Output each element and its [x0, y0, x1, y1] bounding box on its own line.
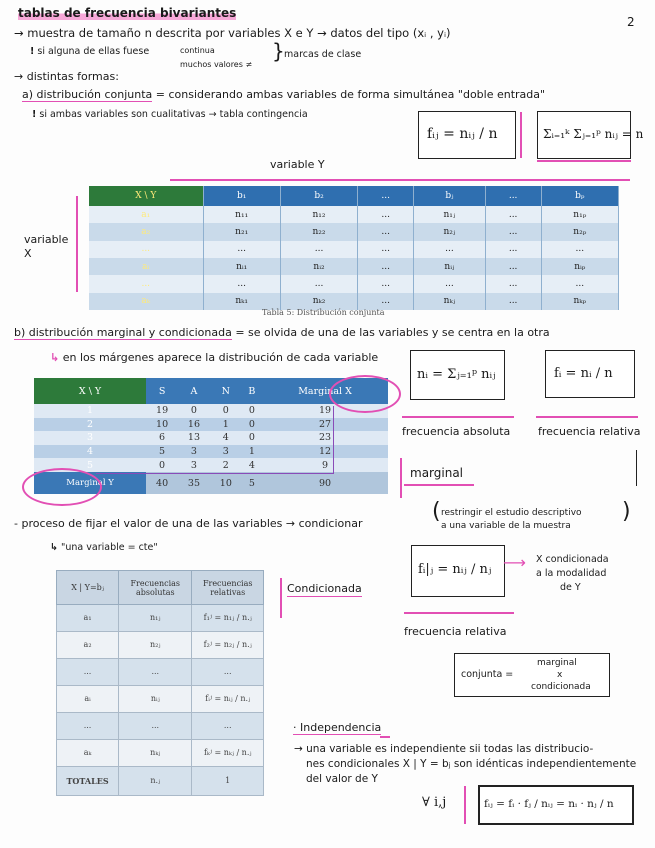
marginal-x-circle [329, 375, 401, 413]
table-cell: ... [358, 223, 414, 240]
table-header: Marginal X [262, 378, 388, 404]
formula-fij-box [418, 111, 516, 159]
independence-formula-box [478, 785, 634, 825]
table-cell: n₂ₚ [541, 223, 618, 240]
cond-freq-rel-label: frecuencia relativa [404, 625, 507, 638]
table-cell: ... [541, 275, 618, 292]
table-row [57, 685, 264, 712]
table-cell: TOTALES [57, 766, 119, 795]
table-cell: 40 [146, 472, 178, 494]
restrict-line-1: restringir el estudio descriptivo [441, 508, 582, 518]
table-cell: 5 [146, 445, 178, 459]
formula-ni: nᵢ = Σⱼ₌₁ᵖ nᵢⱼ [417, 367, 496, 382]
formula-sum: Σᵢ₌₁ᵏ Σⱼ₌₁ᵖ nᵢⱼ = n [543, 127, 644, 141]
table-cell: aₖ [89, 293, 203, 310]
table-cell: 12 [262, 445, 388, 459]
table-row [57, 605, 264, 632]
conj-top: marginal [537, 658, 577, 668]
formula-fij-cond: fᵢ|ⱼ = nᵢⱼ / nⱼ [418, 562, 492, 577]
independence-line-3: del valor de Y [306, 773, 378, 785]
section-a-note-text: si ambas variables son cualitativas → tabla contingencia [39, 109, 308, 120]
table-row [89, 241, 619, 258]
intro-forms: → distintas formas: [14, 70, 119, 83]
table-header: X \ Y [34, 378, 146, 404]
independence-formula: fᵢⱼ = fᵢ · fⱼ / nᵢⱼ = nᵢ · nⱼ / n [484, 798, 614, 810]
table-cell: ... [203, 241, 280, 258]
note-option-2: muchos valores ≠ [180, 60, 253, 69]
variable-y-label: variable Y [270, 158, 325, 171]
table-cell: 19 [146, 404, 178, 418]
table-header: A [178, 378, 210, 404]
table-cell: 2 [34, 418, 146, 432]
independence-line-2: nes condicionales X | Y = bⱼ son idénticas independientemente [306, 758, 637, 770]
table-cell: 3 [178, 445, 210, 459]
table-cell: n₁ⱼ [119, 605, 192, 632]
conj-left: conjunta = [461, 669, 514, 680]
table-cell: f₂ʲ = n₂ⱼ / n.ⱼ [192, 631, 264, 658]
bracket-close-icon: ) [622, 499, 631, 524]
table-cell: 6 [146, 431, 178, 445]
table-row [34, 404, 388, 418]
table-cell: fᵢʲ = nᵢⱼ / n.ⱼ [192, 685, 264, 712]
table-cell: ... [485, 258, 541, 275]
table-cell: 90 [262, 472, 388, 494]
table-cell: 9 [262, 458, 388, 472]
table-cell: aᵢ [89, 258, 203, 275]
table-cell: 13 [178, 431, 210, 445]
independence-title [293, 721, 381, 735]
table-cell: 4 [242, 458, 262, 472]
table-cell: nᵢₚ [541, 258, 618, 275]
table-header: N [210, 378, 242, 404]
freq-abs-label: frecuencia absoluta [402, 425, 511, 438]
table-cell: n₁ⱼ [414, 206, 485, 223]
variable-x-label: variable X [24, 233, 69, 260]
table-cell: ... [485, 275, 541, 292]
table-header: Frecuencias relativas [192, 571, 264, 605]
forall-label: ∀ i,j [422, 795, 447, 810]
table-cell: f₁ʲ = n₁ⱼ / n.ⱼ [192, 605, 264, 632]
conditional-table [56, 570, 264, 796]
table-cell: Marginal Y [34, 472, 146, 494]
table-header: ... [485, 186, 541, 206]
one-var-note [50, 541, 158, 555]
table-cell: 4 [34, 445, 146, 459]
section-a-note [32, 108, 308, 122]
arrow-icon: ↳ [50, 542, 58, 553]
table-cell: 10 [210, 472, 242, 494]
table-cell: nₖ₂ [280, 293, 357, 310]
intro-note [30, 45, 149, 59]
table-row [89, 275, 619, 292]
table-cell: ... [358, 206, 414, 223]
marginal-row-outline [96, 473, 333, 474]
formula-note-3: de Y [560, 582, 581, 593]
conj-mid: x [557, 670, 563, 680]
table-header: bₚ [541, 186, 618, 206]
table-cell: nᵢⱼ [119, 685, 192, 712]
note-option-1: continua [180, 46, 215, 55]
table-cell: 1 [242, 445, 262, 459]
condicionada-label: Condicionada [287, 582, 362, 595]
table-cell: 0 [242, 418, 262, 432]
table-cell: 5 [242, 472, 262, 494]
table-cell: ... [192, 712, 264, 739]
table-cell: nᵢ₂ [280, 258, 357, 275]
table-cell: nₖⱼ [414, 293, 485, 310]
table-cell: ... [485, 223, 541, 240]
table-row [34, 431, 388, 445]
table-caption: Tabla 5: Distribución conjunta [262, 308, 385, 317]
table-row [34, 418, 388, 432]
table-header: Frecuencias absolutas [119, 571, 192, 605]
table-cell: ... [57, 658, 119, 685]
table-cell: n₁₂ [280, 206, 357, 223]
table-cell: 0 [210, 404, 242, 418]
table-cell: ... [485, 293, 541, 310]
table-cell: a₂ [89, 223, 203, 240]
table-cell: nₖⱼ [119, 739, 192, 766]
bracket-icon: ( [432, 499, 441, 524]
pink-arrow-icon: ⟶ [503, 553, 526, 572]
formula-fij: fᵢⱼ = nᵢⱼ / n [427, 126, 498, 142]
table-cell: n₂₁ [203, 223, 280, 240]
conj-bottom: condicionada [531, 682, 591, 692]
table-row-totals [57, 766, 264, 795]
table-cell: 3 [210, 445, 242, 459]
table-cell: ... [541, 241, 618, 258]
note-prefix: si alguna de ellas fuese [37, 46, 150, 57]
formula-ni-box [410, 350, 505, 400]
joint-table [89, 186, 619, 310]
section-a-label: a) distribución conjunta [22, 88, 153, 101]
page-number: 2 [627, 15, 635, 29]
brace-icon: } [272, 39, 285, 63]
table-row [57, 658, 264, 685]
table-cell: a₂ [57, 631, 119, 658]
table-cell: nₖ₁ [203, 293, 280, 310]
table-row [57, 712, 264, 739]
formula-fi: fᵢ = nᵢ / n [554, 366, 613, 381]
table-cell: n₁₁ [203, 206, 280, 223]
table-cell: ... [358, 275, 414, 292]
table-cell: 2 [210, 458, 242, 472]
table-row [89, 223, 619, 240]
table-row [34, 445, 388, 459]
table-cell: 10 [146, 418, 178, 432]
freq-rel-label: frecuencia relativa [538, 425, 641, 438]
section-b-text: = se olvida de una de las variables y se centra en la otra [235, 326, 550, 339]
table-header: B [242, 378, 262, 404]
table-cell: 0 [242, 431, 262, 445]
table-row [89, 258, 619, 275]
table-cell: 3 [178, 458, 210, 472]
table-cell: 27 [262, 418, 388, 432]
table-cell: 23 [262, 431, 388, 445]
warning-icon: ! [30, 46, 35, 57]
table-row [57, 739, 264, 766]
table-cell: fₖʲ = nₖⱼ / n.ⱼ [192, 739, 264, 766]
joint-distribution-table [89, 186, 619, 310]
table-cell: nₖₚ [541, 293, 618, 310]
table-header: S [146, 378, 178, 404]
table-cell: 1 [34, 404, 146, 418]
section-b-sub [50, 351, 378, 365]
table-row [89, 206, 619, 223]
conjunta-box [454, 653, 610, 697]
table-header: X | Y=bⱼ [57, 571, 119, 605]
table-cell: ... [57, 712, 119, 739]
table-cell: 4 [210, 431, 242, 445]
page-title: tablas de frecuencia bivariantes [18, 6, 237, 20]
table-header: X \ Y [89, 186, 203, 206]
conditional-line: - proceso de fijar el valor de una de las variables → condicionar [14, 517, 363, 530]
table-header: ... [358, 186, 414, 206]
table-cell: ... [280, 241, 357, 258]
table-cell: ... [414, 275, 485, 292]
independence-line-1: → una variable es independiente sii todas las distribucio- [294, 743, 594, 755]
divider-line [636, 450, 637, 486]
restrict-line-2: a una variable de la muestra [441, 521, 571, 531]
one-var-text: "una variable = cte" [61, 542, 158, 553]
section-b-label: b) distribución marginal y condicionada [14, 326, 232, 339]
table-cell: nᵢ₁ [203, 258, 280, 275]
table-cell: n.ⱼ [119, 766, 192, 795]
formula-fij-cond-box [411, 545, 505, 597]
table-cell: ... [192, 658, 264, 685]
table-cell: ... [280, 275, 357, 292]
table-cell: ... [414, 241, 485, 258]
formula-note-1: X condicionada [536, 554, 609, 565]
table-cell: ... [89, 275, 203, 292]
table-header: b₁ [203, 186, 280, 206]
table-cell: ... [119, 712, 192, 739]
table-row [34, 458, 388, 472]
conditional-distribution-table [56, 570, 264, 796]
table-cell: ... [358, 258, 414, 275]
table-cell: n₂ⱼ [119, 631, 192, 658]
table-cell: 19 [262, 404, 388, 418]
table-cell: aₖ [57, 739, 119, 766]
table-cell: 0 [178, 404, 210, 418]
independence-title-text: · Independencia [293, 721, 382, 734]
table-cell: nᵢⱼ [414, 258, 485, 275]
table-cell: ... [358, 293, 414, 310]
table-cell: ... [119, 658, 192, 685]
marginal-column-outline [333, 406, 334, 474]
formula-fi-box [545, 350, 635, 398]
table-header: bⱼ [414, 186, 485, 206]
section-a-heading [22, 88, 545, 102]
marginal-y-circle [22, 468, 102, 506]
section-b-sub-text: en los márgenes aparece la distribución de cada variable [62, 351, 379, 364]
table-cell: n₁ₚ [541, 206, 618, 223]
note-result: marcas de clase [284, 49, 362, 60]
table-row [57, 631, 264, 658]
arrow-icon: ↳ [50, 351, 60, 364]
table-cell: 0 [242, 404, 262, 418]
table-cell: 35 [178, 472, 210, 494]
table-cell: a₁ [57, 605, 119, 632]
intro-line: → muestra de tamaño n descrita por variables X e Y → datos del tipo (xᵢ , yᵢ) [14, 26, 451, 40]
table-cell: 1 [210, 418, 242, 432]
table-header: b₂ [280, 186, 357, 206]
table-cell: 1 [192, 766, 264, 795]
section-b-heading [14, 326, 550, 340]
formula-sum-box [537, 111, 644, 159]
table-cell: 3 [34, 431, 146, 445]
table-cell: ... [485, 206, 541, 223]
table-cell: n₂₂ [280, 223, 357, 240]
table-cell: n₂ⱼ [414, 223, 485, 240]
table-cell: aᵢ [57, 685, 119, 712]
section-a-text: = considerando ambas variables de forma simultánea "doble entrada" [155, 88, 546, 101]
table-cell: 16 [178, 418, 210, 432]
table-cell: 5 [34, 458, 146, 472]
table-cell: ... [485, 241, 541, 258]
table-cell: a₁ [89, 206, 203, 223]
table-cell: ... [358, 241, 414, 258]
warning-icon: ! [32, 109, 37, 120]
table-cell: ... [89, 241, 203, 258]
table-cell: 0 [146, 458, 178, 472]
formula-note-2: a la modalidad [536, 568, 607, 579]
marginal-label: marginal [410, 466, 464, 480]
table-cell: ... [203, 275, 280, 292]
